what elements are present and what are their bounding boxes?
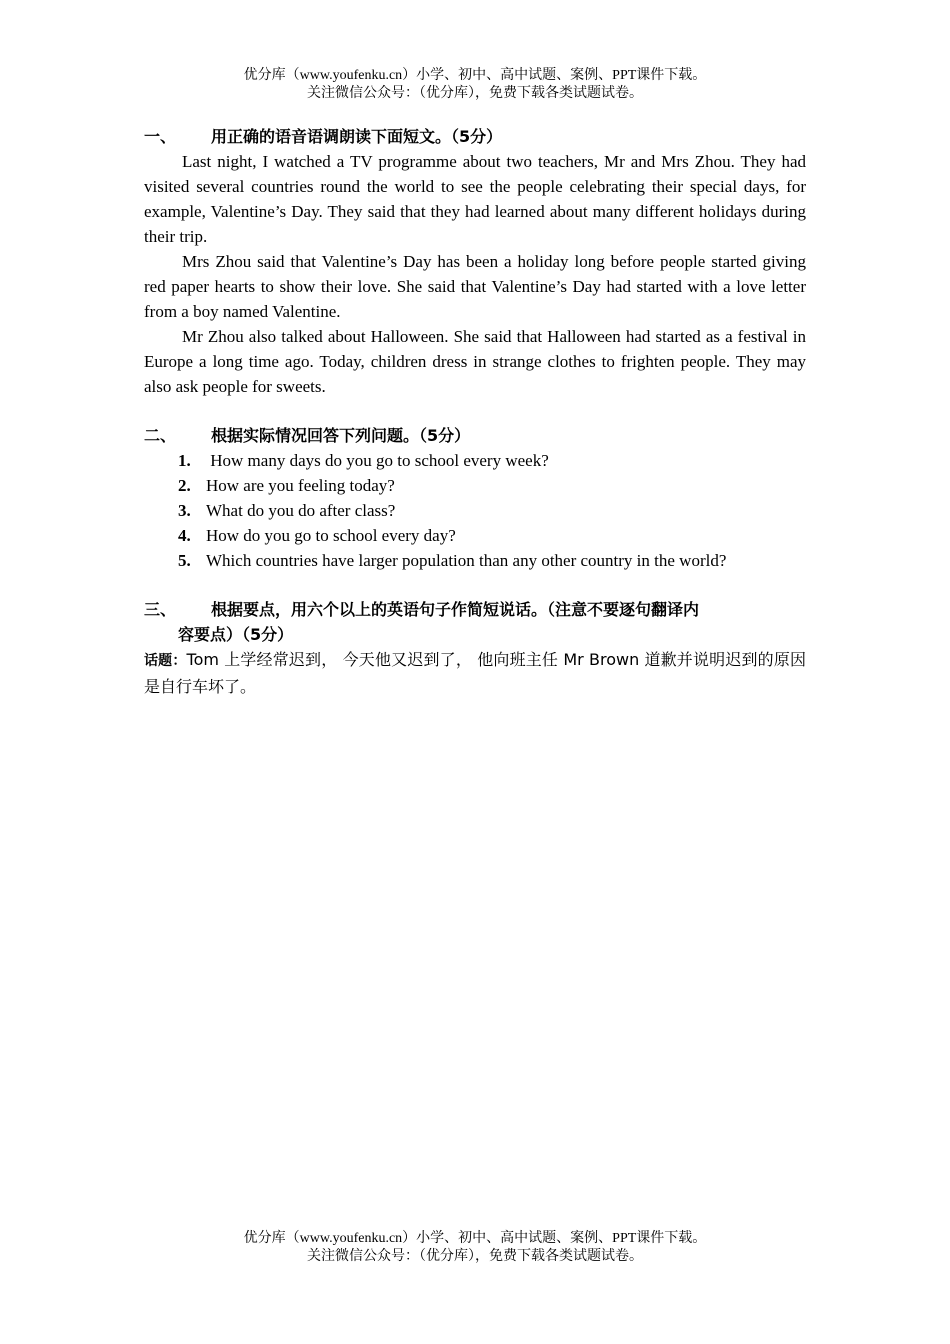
header-line-1: 优分库（www.youfenku.cn）小学、初中、高中试题、案例、PPT课件下载。 (243, 68, 707, 83)
reading-paragraph-2: Mrs Zhou said that Valentine’s Day has been a holiday long before people started giving red paper hearts to show their love. She said that Valentine’s Day had started with a love letter from a boy named Valentine. (144, 252, 806, 321)
page-header (0, 67, 950, 103)
footer-line-2: 关注微信公众号：（优分库），免费下载各类试题试卷。 (307, 1249, 643, 1264)
reading-paragraph-1: Last night, I watched a TV programme about two teachers, Mr and Mrs Zhou. They had visited several countries round the world to see the people celebrating their special days, for example, Valentine’s Day. They said that they had learned about many different holidays during their trip. (144, 152, 806, 246)
section-1-number: 一、 (144, 127, 177, 146)
question-item: 3. What do you do after class? (178, 501, 396, 520)
section-3-number: 三、 (144, 600, 177, 619)
topic-label: 话题： (144, 653, 187, 669)
section-1-heading: 用正确的语音语调朗读下面短文。（5分） (211, 127, 503, 146)
question-list (144, 448, 806, 573)
section-3-title (144, 597, 806, 647)
exam-content (144, 124, 806, 699)
footer-line-1: 优分库（www.youfenku.cn）小学、初中、高中试题、案例、PPT课件下载。 (243, 1231, 707, 1246)
section-1-title (144, 124, 806, 149)
question-item: 2. How are you feeling today? (178, 476, 395, 495)
section-2-number: 二、 (144, 426, 177, 445)
section-2-title (144, 423, 806, 448)
topic-text: Tom 上学经常迟到， 今天他又迟到了， 他向班主任 Mr Brown 道歉并说明迟到的原因是自行车坏了。 (144, 650, 806, 696)
question-item: 1. How many days do you go to school every week? (178, 451, 549, 470)
question-item: 4. How do you go to school every day? (178, 526, 456, 545)
header-line-2: 关注微信公众号：（优分库），免费下载各类试题试卷。 (307, 86, 643, 101)
section-3-heading-line-1: 根据要点，用六个以上的英语句子作简短说话。（注意不要逐句翻译内 (211, 600, 700, 619)
reading-paragraph-3: Mr Zhou also talked about Halloween. She said that Halloween had started as a festival in Europe a long time ago. Today, children dress in strange clothes to frighten people. They may also ask people for sweets. (144, 327, 806, 396)
question-item: 5. Which countries have larger population than any other country in the world? (178, 551, 727, 570)
section-3-heading-line-2: 容要点）（5分） (178, 625, 294, 644)
page-footer (0, 1230, 950, 1266)
section-2-heading: 根据实际情况回答下列问题。（5分） (211, 426, 471, 445)
speaking-topic (144, 647, 806, 699)
